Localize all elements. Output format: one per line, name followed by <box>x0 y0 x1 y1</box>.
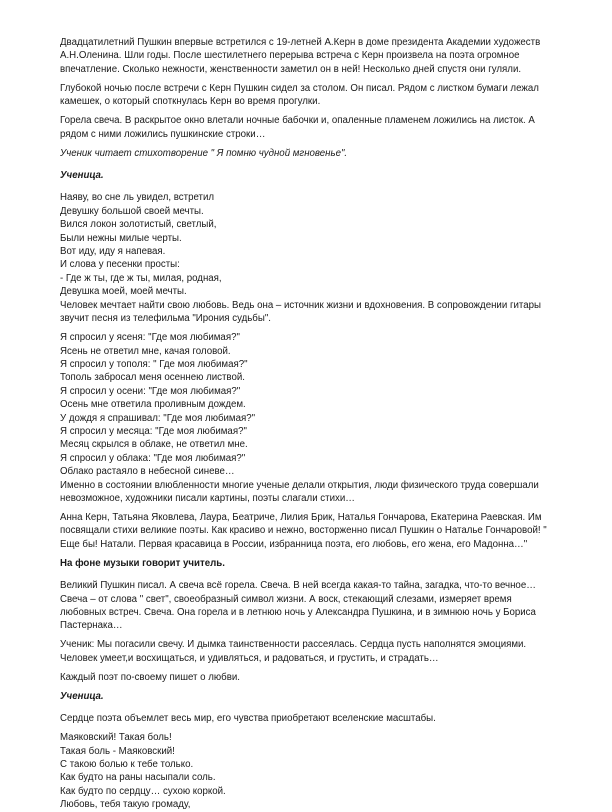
poem-line: С такою болью к тебе только. <box>60 759 194 771</box>
poem-line: Месяц скрылся в облаке, не ответил мне. <box>60 439 248 451</box>
poem-line: Были нежны милые черты. <box>60 232 182 244</box>
poem-line: Ясень не ответил мне, качая головой. <box>60 345 231 357</box>
paragraph-candle-symbol: Великий Пушкин писал. А свеча всё горела. Свеча. В ней всегда какая-то тайна, загадка, что-то вечное… Свеча – от слова " свет", своеобразный символ жизни. А воск, стекающий слезами, измеряет время любовных встреч. Свеча. Она горела и в летнюю ночь у Александра Пушкина, и в зимнюю ночь у Бориса Пастернака… <box>60 580 536 632</box>
poem-line: Девушку большой своей мечты. <box>60 205 204 217</box>
paragraph-each-poet: Каждый поэт по-своему пишет о любви. <box>60 671 240 683</box>
poem-line: Я спросил у облака: "Где моя любимая?" <box>60 452 246 464</box>
poem-line: Я спросил у ясеня: "Где моя любимая?" <box>60 332 240 344</box>
paragraph-muses: Анна Керн, Татьяна Яковлева, Лаура, Беатриче, Лилия Брик, Наталья Гончарова, Екатерина Раевская. Им посвящали стихи великие поэты. Как красиво и нежно, восторженно писал Пушкин о Наталье Гончаровой! " Еще бы! Натали. Первая красавица в России, избранница поэта, его любовь, его жена, его Мадонна…" <box>60 511 547 550</box>
poem-line: Я спросил у осени: "Где моя любимая?" <box>60 385 241 397</box>
poem-line: У дождя я спрашивал: "Где моя любимая?" <box>60 412 256 424</box>
poem-line: Маяковский! Такая боль! <box>60 732 172 744</box>
poem-line: Тополь забросал меня осеннею листвой. <box>60 372 245 384</box>
poem-line: Вился локон золотистый, светлый, <box>60 219 217 231</box>
poem-yasen <box>60 331 552 478</box>
poem-line: И слова у песенки просты: <box>60 259 180 271</box>
poem-line: - Где ж ты, где ж ты, милая, родная, <box>60 272 222 284</box>
stage-direction: Ученик читает стихотворение " Я помню чудной мгновенье". <box>60 147 348 159</box>
paragraph-love-source: Человек мечтает найти свою любовь. Ведь она – источник жизни и вдохновения. В сопровождении гитары звучит песня из телефильма "Ирония судьбы". <box>60 299 541 325</box>
paragraph-poet-heart: Сердце поэта объемлет весь мир, его чувства приобретают вселенские масштабы. <box>60 713 436 725</box>
poem-line: Как будто по сердцу… сухою коркой. <box>60 785 226 797</box>
poem-line: Наяву, во сне ль увидел, встретил <box>60 192 215 204</box>
poem-line: Девушка моей, моей мечты. <box>60 286 187 298</box>
poem-line: Такая боль - Маяковский! <box>60 745 175 757</box>
poem-line: Я спросил у месяца: "Где моя любимая?" <box>60 425 247 437</box>
speaker-heading-teacher: На фоне музыки говорит учитель. <box>60 557 225 569</box>
paragraph-intro: Двадцатилетний Пушкин впервые встретился с 19-летней А.Керн в доме президента Академии художеств А.Н.Оленина. Шли годы. После шестилетнего перерыва встреча с Керн произвела на поэта огромное впечатление. Сколько нежности, женственности заметил он в ней! Несколько дней спустя они гуляли. <box>60 37 541 75</box>
paragraph-student: Ученик: Мы погасили свечу. И дымка таинственности рассеялась. Сердца пусть наполнятся эмоциями. Человек умеет,и восхищаться, и удивляться, и радоваться, и грустить, и страдать… <box>60 639 527 664</box>
poem-line: Облако растаяло в небесной синеве… <box>60 466 235 478</box>
paragraph-candle: Горела свеча. В раскрытое окно влетали ночные бабочки и, опаленные пламенем ложились на листок. А рядом с ними ложились пушкинские строки… <box>60 115 535 140</box>
poem-line: Осень мне ответила проливным дождем. <box>60 399 246 411</box>
poem-mayakovsky <box>60 731 552 811</box>
poem-line: Вот иду, иду я напевая. <box>60 246 166 258</box>
speaker-heading-2: Ученица. <box>60 690 104 702</box>
paragraph-night: Глубокой ночью после встречи с Керн Пушкин сидел за столом. Он писал. Рядом с листком бумаги лежал камешек, о который споткнулась Керн во время прогулки. <box>60 82 539 108</box>
poem-line: Как будто на раны насыпали соль. <box>60 772 216 784</box>
paragraph-discoveries: Именно в состоянии влюбленности многие ученые делали открытия, люди физического труда совершали невозможное, художники писали картины, поэты слагали стихи… <box>60 479 539 504</box>
poem-line: Любовь, тебя такую громаду, <box>60 799 191 811</box>
speaker-heading-1: Ученица. <box>60 170 104 182</box>
poem-line: Я спросил у тополя: " Где моя любимая?" <box>60 358 248 370</box>
poem-naiavu <box>60 191 552 298</box>
